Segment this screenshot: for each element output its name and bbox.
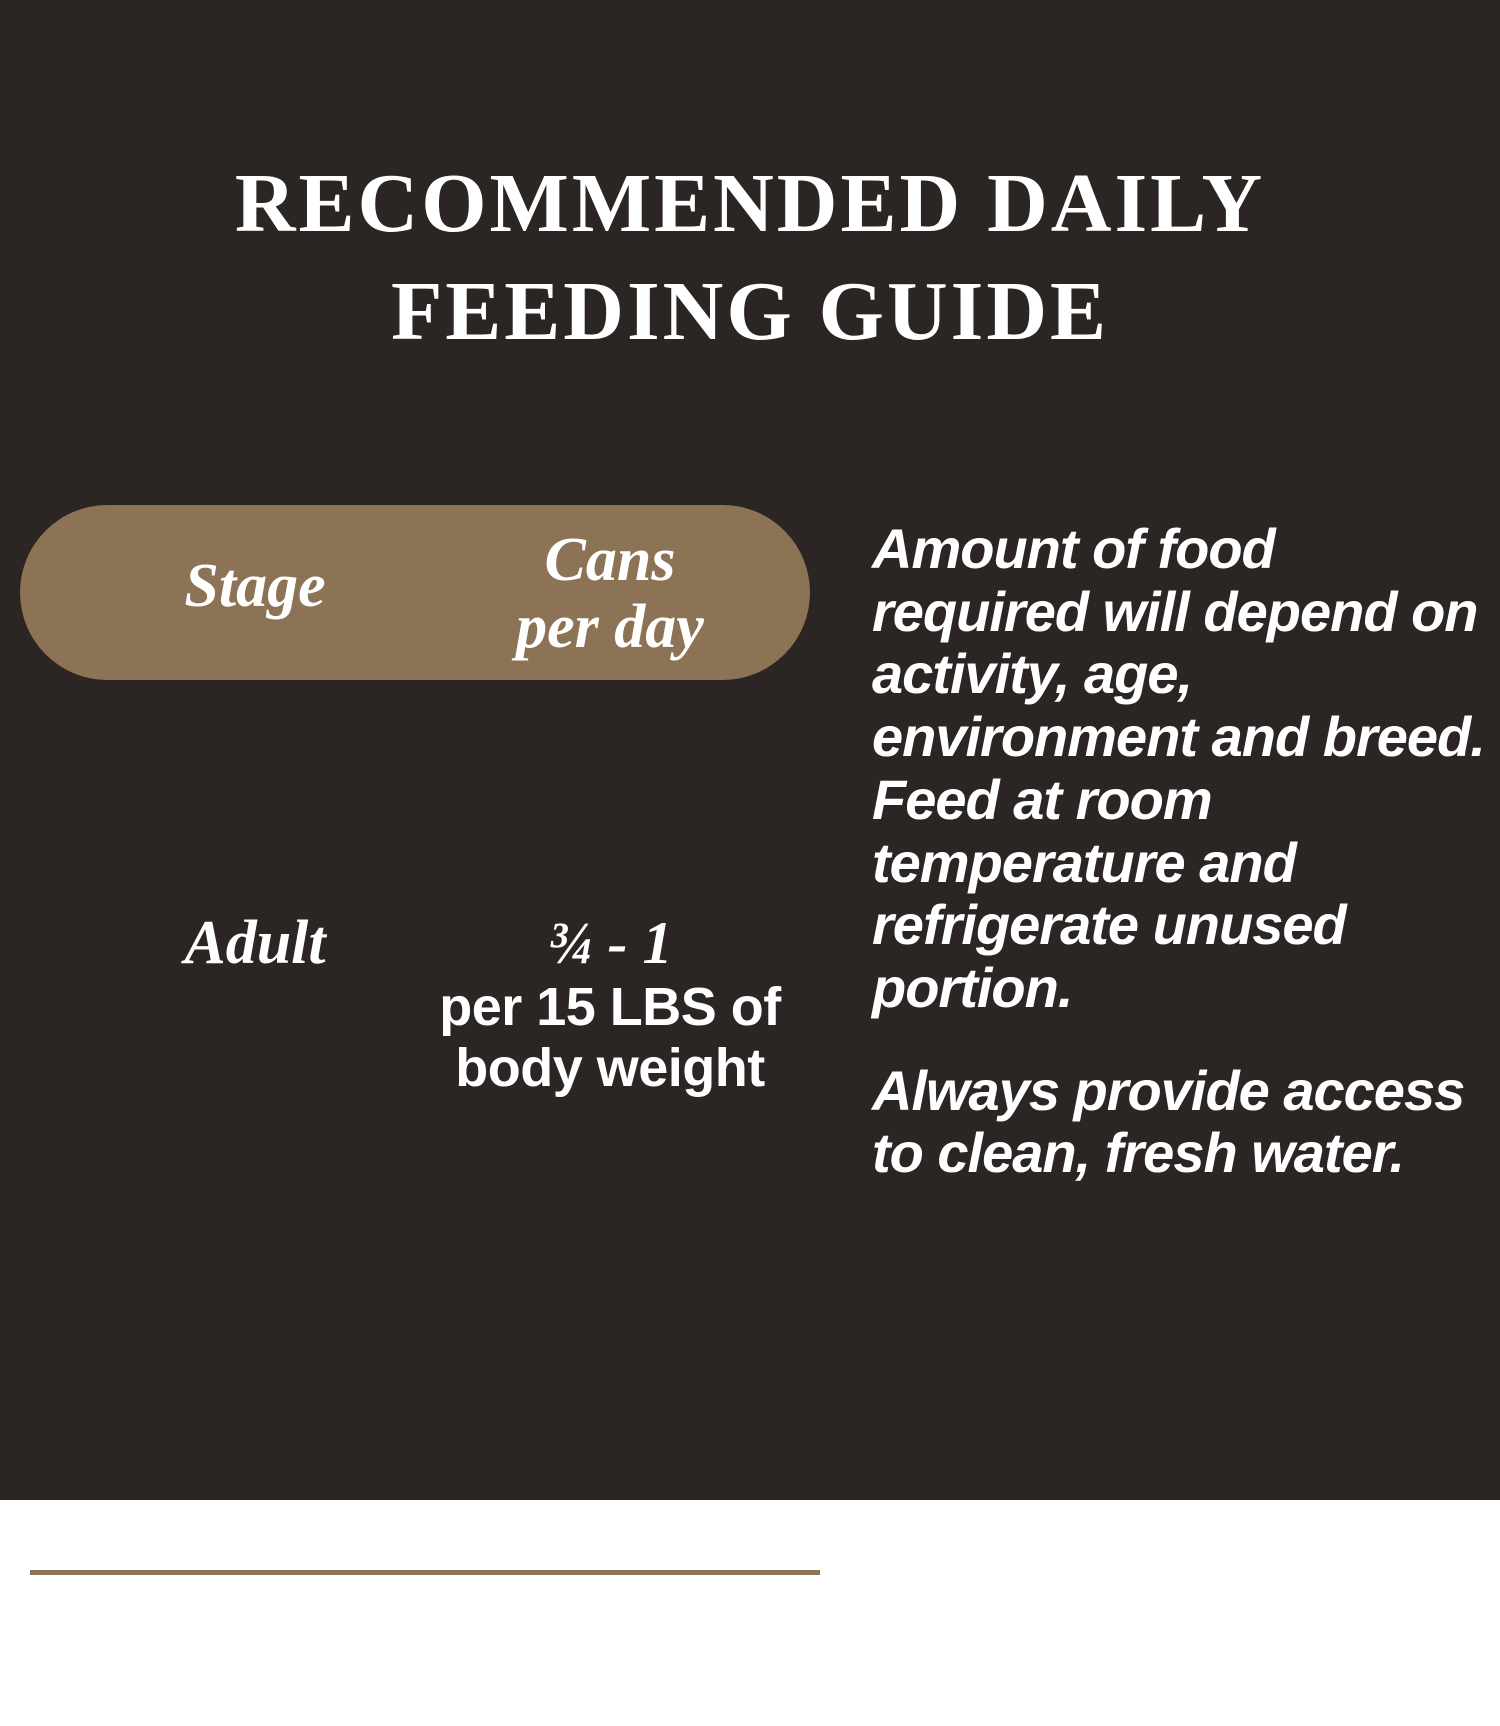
page-title: RECOMMENDED DAILY FEEDING GUIDE (234, 157, 1266, 358)
feeding-notes (872, 518, 1492, 1225)
column-header-cans (440, 527, 780, 661)
row-amount-adult-sub: per 15 LBS of body weight (439, 977, 781, 1098)
column-header-cans-line2: per day (516, 592, 704, 661)
row-amount-adult-main: ¾ - 1 (547, 910, 673, 976)
table-row-divider (30, 1570, 820, 1575)
column-header-stage: Stage (184, 552, 326, 620)
feeding-note-paragraph: Always provide access to clean, fresh water. (872, 1058, 1465, 1185)
row-stage-adult: Adult (184, 909, 326, 977)
feeding-table (20, 505, 820, 1726)
row-amount-puppy (420, 1598, 800, 1726)
row-amount-puppy-sub: adult amount (443, 1665, 777, 1726)
feeding-note-paragraph: Amount of food required will depend on activity, age, environment and breed. Feed at room temperature and refrigerate unused portion. (872, 517, 1485, 1020)
table-row (20, 1000, 810, 1726)
row-amount-puppy-main: up to 2x (509, 1598, 711, 1664)
row-stage-puppy: Puppy (174, 1597, 336, 1665)
table-row (20, 680, 810, 1098)
table-header-pill (20, 505, 810, 680)
column-header-cans-line1: Cans (544, 526, 676, 594)
